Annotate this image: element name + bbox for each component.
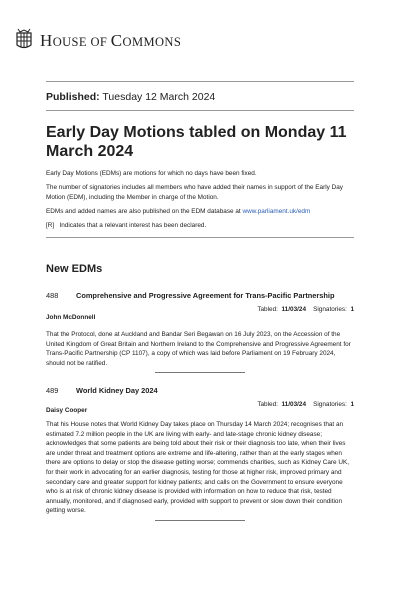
house-of-commons-wordmark: HOUSE OF COMMONS xyxy=(40,31,182,50)
published-label: Published: xyxy=(46,91,100,103)
edm-item xyxy=(46,291,354,367)
intro-paragraph: [R] Indicates that a relevant interest has been declared. xyxy=(46,221,207,229)
edm-sponsor: John McDonnell xyxy=(46,314,96,321)
edm-text: That his House notes that World Kidney Day takes place on Thursday 14 March 2024; recognises that an estimated 7.2 million people in the UK are living with early- and late-stage chronic kidney disease; acknowledges that some patients are being told about their risk or their diagnosis too late, when their lives are under threat and treatment options are extreme and life-altering, rather than at the early stages when there are options to delay or stop the disease getting worse; commends charities, such as Kidney Care UK, for their work in advocating for an earlier diagnosis, testing for those at higher risk, improved primary and secondary care and greater support for kidney patients; and calls on the Government to ensure everyone who is at risk of chronic kidney disease is provided with information on how to reduce that risk, tested annually, monitored, and if diagnosed early, provided with support to prevent or slow down their condition getting worse. xyxy=(46,421,350,515)
divider xyxy=(46,110,354,111)
intro-text xyxy=(46,169,358,235)
edm-title: Comprehensive and Progressive Agreement for Trans-Pacific Partnership xyxy=(76,291,335,300)
divider xyxy=(155,520,245,521)
edm-number: 489 xyxy=(46,386,59,395)
edm-meta: Tabled: 11/03/24 Signatories: 1 xyxy=(257,306,354,313)
published-date: Tuesday 12 March 2024 xyxy=(102,91,216,103)
edm-item xyxy=(46,386,354,515)
page-title: Early Day Motions tabled on Monday 11 March 2024 xyxy=(46,124,347,160)
signatories-count: 1 xyxy=(350,401,354,408)
published-line xyxy=(46,91,215,103)
divider xyxy=(46,81,354,82)
edm-number: 488 xyxy=(46,291,59,300)
intro-paragraph: EDMs and added names are also published on the EDM database at www.parliament.uk/edm xyxy=(46,207,311,215)
portcullis-icon xyxy=(14,28,34,50)
intro-paragraph: Early Day Motions (EDMs) are motions for which no days have been fixed. xyxy=(46,170,257,177)
intro-paragraph: The number of signatories includes all members who have added their names in support of the Early Day Motion (EDM), including the Member in charge of the Motion. xyxy=(46,184,343,201)
signatories-count: 1 xyxy=(350,306,354,313)
edm-title: World Kidney Day 2024 xyxy=(76,386,158,395)
divider xyxy=(155,372,245,373)
edm-sponsor: Daisy Cooper xyxy=(46,407,88,414)
tabled-date: 11/03/24 xyxy=(281,401,307,408)
edm-database-link[interactable]: www.parliament.uk/edm xyxy=(242,207,311,215)
divider xyxy=(46,237,354,238)
section-heading: New EDMs xyxy=(46,263,103,275)
edm-text: That the Protocol, done at Auckland and Bandar Seri Begawan on 16 July 2023, on the Accession of the United Kingdom of Great Britain and Northern Ireland to the Comprehensive and Progressive Agreement for Trans-Pacific Partnership (CP 1107), a copy of which was laid before Parliament on 19 February 2024, should not be ratified. xyxy=(46,331,351,367)
edm-meta: Tabled: 11/03/24 Signatories: 1 xyxy=(257,401,354,408)
tabled-date: 11/03/24 xyxy=(281,306,307,313)
